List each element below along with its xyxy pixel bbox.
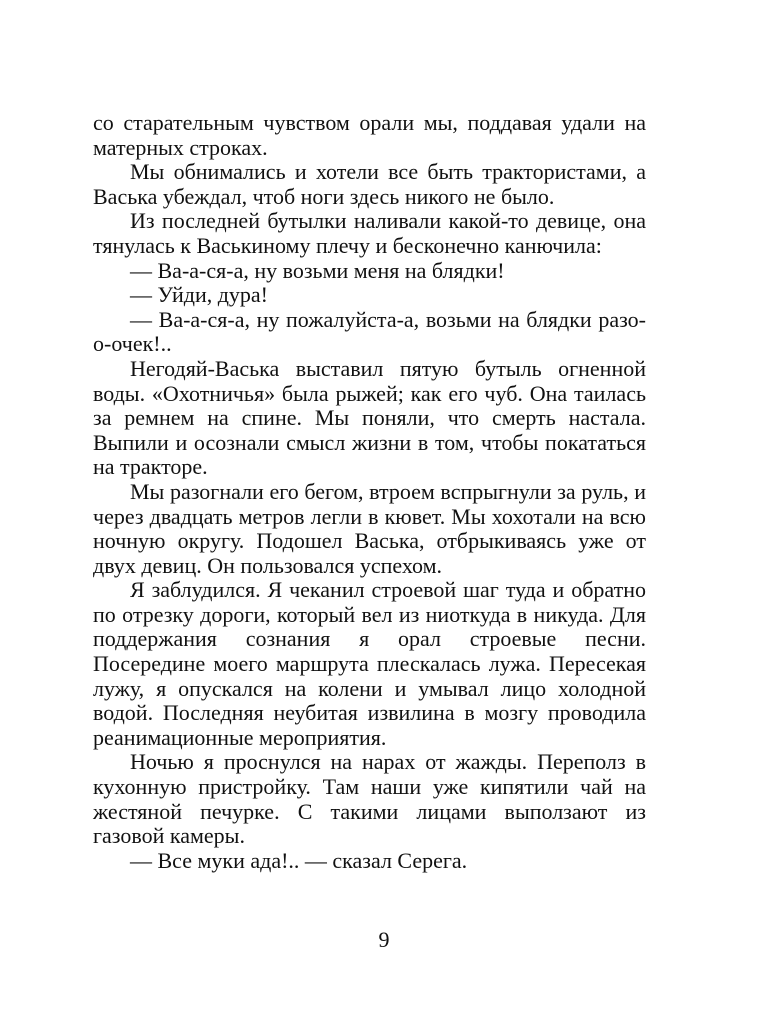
page-number: 9 — [378, 927, 390, 952]
paragraph-10: Ночью я проснулся на нарах от жажды. Переполз в кухонную пристройку. Там наши уже кипятили чай на жестяной печурке. С такими лицами выползают из газовой камеры. — [93, 749, 646, 849]
page-body — [93, 111, 646, 873]
paragraph-2: Мы обнимались и хотели все быть трактористами, а Васька убеждал, чтоб ноги здесь никого не было. — [93, 159, 646, 209]
paragraph-3: Из последней бутылки наливали какой-то девице, она тянулась к Васькиному плечу и бесконечно канючила: — [93, 208, 646, 258]
paragraph-8: Мы разогнали его бегом, втроем вспрыгнули за руль, и через двадцать метров легли в кювет. Мы хохотали на всю ночную округу. Подошел Васька, отбрыкиваясь уже от двух девиц. Он пользовался успехом. — [93, 478, 646, 578]
paragraph-11: — Все муки ада!.. — сказал Серега. — [130, 847, 468, 873]
paragraph-1: со старательным чувством орали мы, поддавая удали на матерных строках. — [93, 110, 646, 160]
paragraph-7: Негодяй-Васька выставил пятую бутыль огненной воды. «Охотничья» была рыжей; как его чуб. Она таилась за ремнем на спине. Мы поняли, что смерть настала. Выпили и осознали смысл жизни в том, чтобы покататься на тракторе. — [93, 355, 646, 480]
paragraph-4: — Ва-а-ся-а, ну возьми меня на блядки! — [130, 257, 505, 283]
paragraph-6: — Ва-а-ся-а, ну пожалуйста-а, возьми на блядки разо-о-очек!.. — [93, 306, 646, 357]
paragraph-9: Я заблудился. Я чеканил строевой шаг туда и обратно по отрезку дороги, который вел из ниоткуда в никуда. Для поддержания сознания я орал строевые песни. Посередине моего маршрута плескалась лужа. Пересекая лужу, я опускался на колени и умывал лицо холодной водой. Последняя неубитая извилина в мозгу проводила реанимационные мероприятия. — [93, 577, 646, 750]
paragraph-5: — Уйди, дура! — [130, 282, 269, 308]
